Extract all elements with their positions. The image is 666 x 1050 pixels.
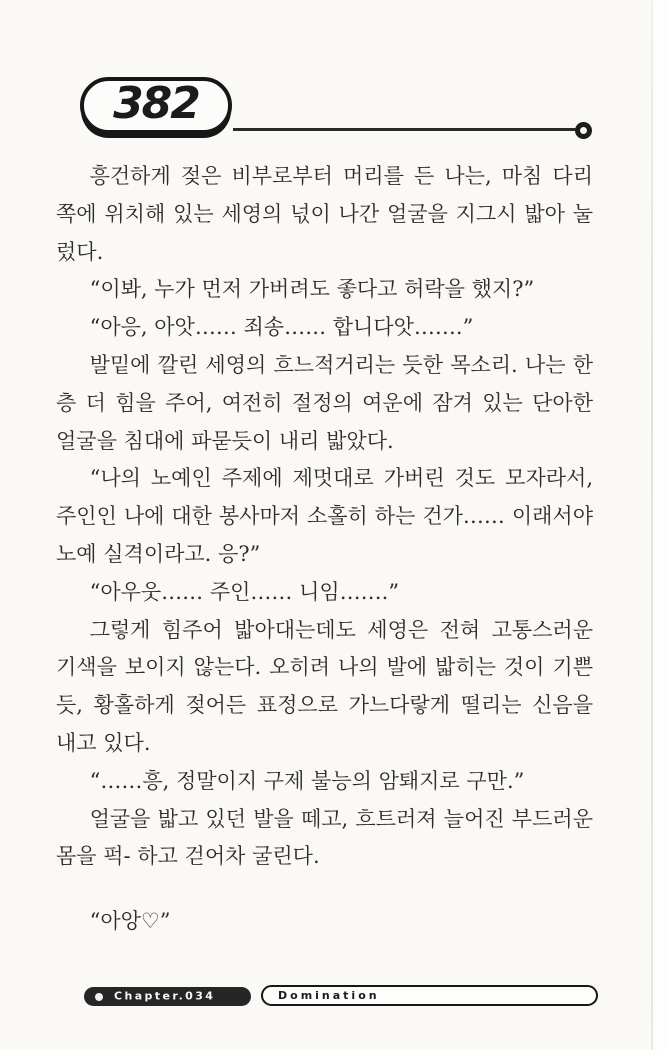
chapter-badge: [84, 987, 251, 1006]
paragraph: 그렇게 힘주어 밟아대는데도 세영은 전혀 고통스러운 기색을 보이지 않는다. 오히려 나의 발에 밟히는 것이 기쁜 듯, 황홀하게 젖어든 표정으로 가느다랗게 떨리는 신음을 내고 있다.: [56, 617, 593, 755]
page-edge-strip: [653, 0, 666, 1050]
page-number-badge: [80, 77, 232, 134]
paragraph-exclamation: “아앙♡”: [89, 909, 171, 934]
paragraph: 발밑에 깔린 세영의 흐느적거리는 듯한 목소리. 나는 한층 더 힘을 주어, 여전히 절정의 여운에 잠겨 있는 단아한 얼굴을 침대에 파묻듯이 내리 밟았다.: [56, 352, 593, 453]
chapter-label: Chapter.034: [114, 989, 216, 1003]
page-number: 382: [113, 78, 199, 129]
body-text: [56, 158, 593, 941]
book-title: Domination: [278, 989, 380, 1002]
paragraph: 얼굴을 밟고 있던 발을 떼고, 흐트러져 늘어진 부드러운 몸을 퍽- 하고 걷어차 굴린다.: [56, 806, 593, 869]
paragraph-dialogue: “……흥, 정말이지 구제 불능의 암퇘지로 구만.”: [89, 768, 525, 793]
paragraph-dialogue: “이봐, 누가 먼저 가버려도 좋다고 허락을 했지?”: [89, 277, 535, 302]
bullet-dot-icon: [95, 993, 103, 1001]
page-edge-line: [651, 0, 653, 1050]
paragraph-dialogue: “아응, 아앗…… 죄송…… 합니다앗…….”: [89, 315, 474, 340]
book-title-badge: [261, 985, 598, 1006]
paragraph-dialogue: “나의 노예인 주제에 제멋대로 가버린 것도 모자라서, 주인인 나에 대한 봉사마저 소홀히 하는 건가…… 이래서야 노예 실격이라고. 응?”: [56, 466, 593, 566]
header-rule-end-ring-icon: [575, 122, 592, 139]
paragraph: 흥건하게 젖은 비부로부터 머리를 든 나는, 마침 다리 쪽에 위치해 있는 세영의 넋이 나간 얼굴을 지그시 밟아 눌렀다.: [56, 164, 593, 264]
paragraph-dialogue: “아우웃…… 주인…… 니임…….”: [89, 579, 400, 604]
header-rule-line: [233, 128, 577, 131]
